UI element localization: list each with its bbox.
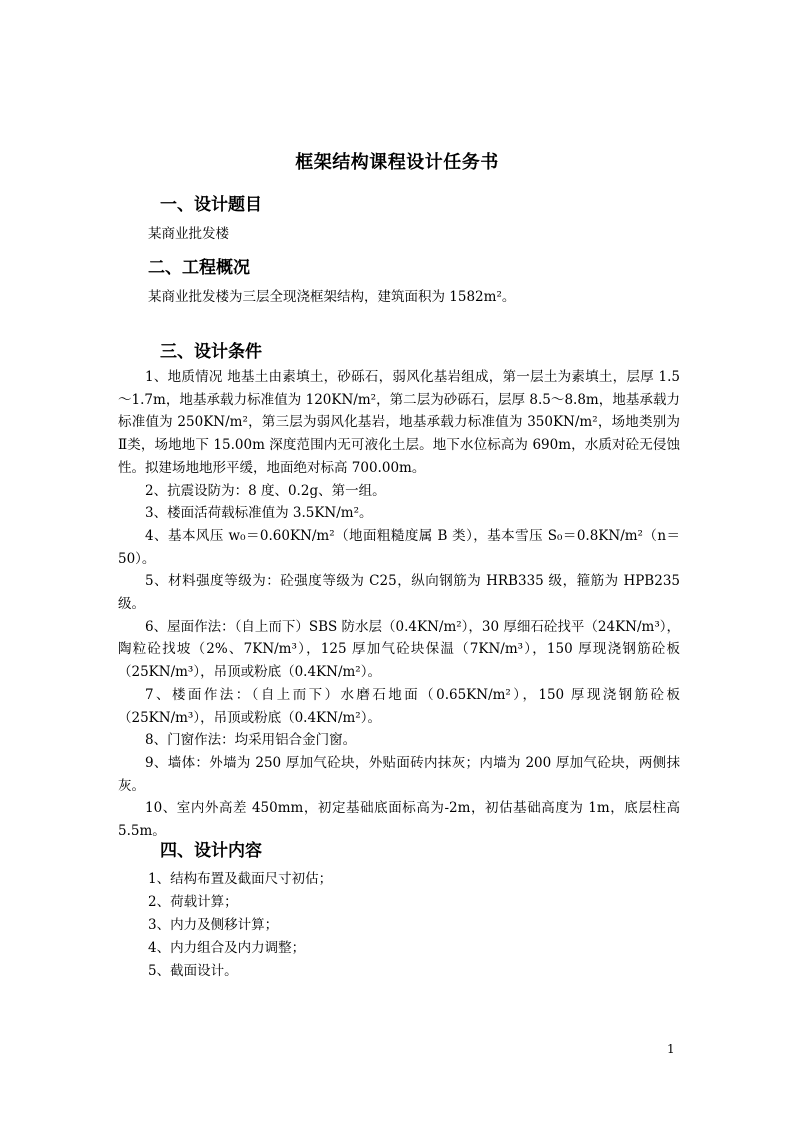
content-item: 5、截面设计。	[148, 963, 238, 979]
condition-item: 6、屋面作法：（自上而下）SBS 防水层（0.4KN/m²），30 厚细石砼找平（24KN/m³），陶粒砼找坡（2%、7KN/m³），125 厚加气砼块保温（7KN/m³），150 厚现浇钢筋砼板（25KN/m³），吊顶或粉底（0.4KN/m²）。	[118, 618, 680, 681]
condition-item: 1、地质情况 地基土由素填土，砂砾石，弱风化基岩组成，第一层土为素填土，层厚 1.5～1.7m，地基承载力标准值为 120KN/m²，第二层为砂砾石，层厚 8.5～8.8m，地基承载力标准值为 250KN/m²，第三层为弱风化基岩，地基承载力标准值为 350KN/m²，场地类别为Ⅱ类，场地地下 15.00m 深度范围内无可液化土层。地下水位标高为 690m，水质对砼无侵蚀性。拟建场地地形平缓，地面绝对标高 700.00m。	[118, 369, 680, 476]
design-content-list	[148, 868, 332, 983]
page-number: 1	[667, 1042, 675, 1056]
section-1-text: 某商业批发楼	[148, 226, 229, 242]
document-title: 框架结构课程设计任务书	[295, 152, 499, 173]
section-3-heading: 三、设计条件	[160, 342, 262, 362]
content-item: 1、结构布置及截面尺寸初估；	[148, 871, 333, 887]
condition-item: 9、墙体：外墙为 250 厚加气砼块，外贴面砖内抹灰；内墙为 200 厚加气砼块，两侧抹灰。	[118, 754, 680, 794]
condition-item: 3、楼面活荷载标准值为 3.5KN/m²。	[145, 505, 373, 522]
condition-item: 10、室内外高差 450mm，初定基础底面标高为-2m，初估基础高度为 1m，底层柱高 5.5m。	[118, 800, 680, 840]
condition-item: 8、门窗作法：均采用铝合金门窗。	[145, 732, 357, 749]
condition-item: 7、楼面作法：（自上而下）水磨石地面（0.65KN/m²），150 厚现浇钢筋砼板（25KN/m³），吊顶或粉底（0.4KN/m²）。	[118, 686, 680, 726]
condition-item: 5、材料强度等级为：砼强度等级为 C25，纵向钢筋为 HRB335 级，箍筋为 HPB235 级。	[118, 573, 680, 613]
condition-item: 4、基本风压 w₀＝0.60KN/m²（地面粗糙度属 B 类），基本雪压 S₀＝0.8KN/m²（n＝50）。	[118, 527, 680, 567]
content-item: 4、内力组合及内力调整；	[148, 940, 306, 956]
section-4-heading: 四、设计内容	[160, 841, 262, 861]
content-item: 3、内力及侧移计算；	[148, 917, 279, 933]
section-2-heading: 二、工程概况	[148, 258, 250, 278]
section-2-text: 某商业批发楼为三层全现浇框架结构，建筑面积为 1582m²。	[148, 289, 516, 305]
design-conditions-list	[118, 366, 680, 843]
section-1-heading: 一、设计题目	[160, 195, 262, 215]
condition-item: 2、抗震设防为：8 度、0.2g、第一组。	[145, 482, 386, 499]
content-item: 2、荷载计算；	[148, 894, 238, 910]
